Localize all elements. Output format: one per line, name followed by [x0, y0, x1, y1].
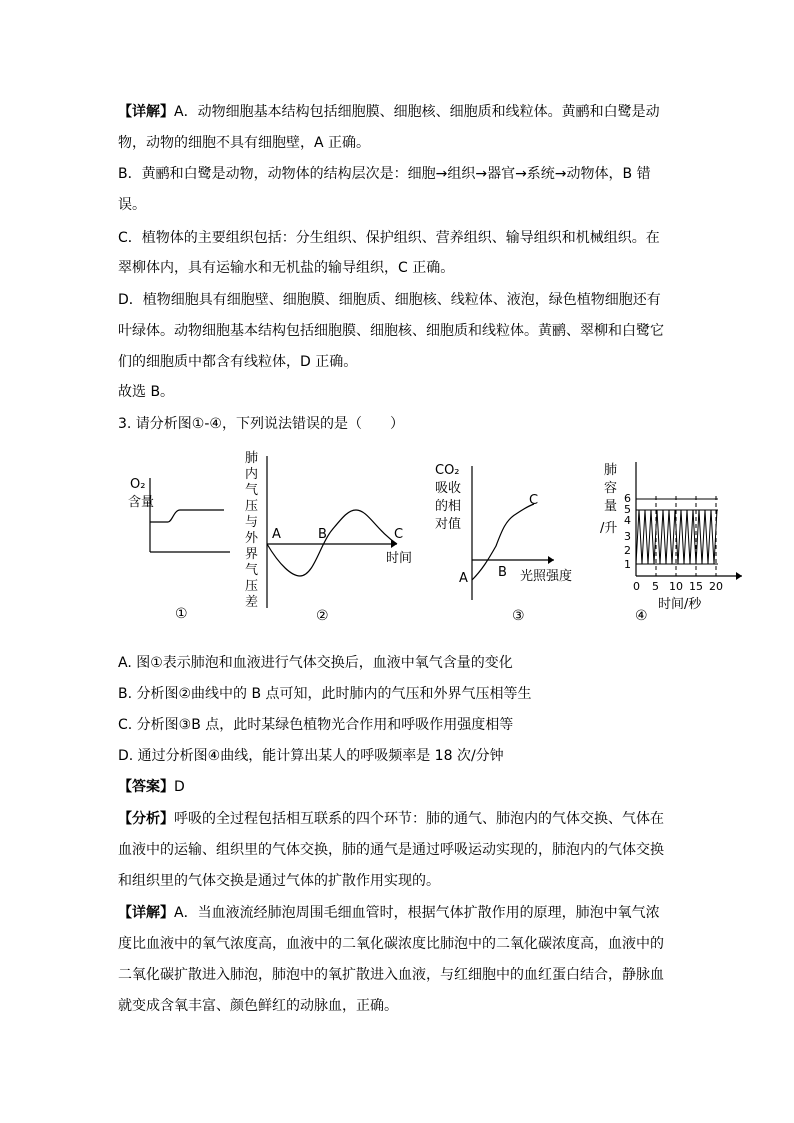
figure-2 — [242, 448, 422, 628]
detail-line-7: D．植物细胞具有细胞壁、细胞膜、细胞质、细胞核、线粒体、液泡，绿色植物细胞还有 — [118, 292, 661, 308]
analysis-line-2: 血液中的运输、组织里的气体交换，肺的通气是通过呼吸运动实现的，肺泡内的气体交换 — [118, 842, 664, 858]
svg-text:1: 1 — [624, 558, 631, 571]
fig1-ylabel-top: O₂ — [130, 477, 146, 492]
fig1-curve — [150, 510, 224, 522]
analysis-line-3: 和组织里的气体交换是通过气体的扩散作用实现的。 — [118, 873, 440, 889]
svg-text:CO₂: CO₂ — [435, 463, 460, 478]
svg-text:3: 3 — [624, 530, 631, 543]
answer-tag: 【答案】 — [118, 779, 174, 795]
figure-1 — [118, 470, 233, 630]
svg-text:对值: 对值 — [435, 517, 462, 532]
fig3-x-arrow — [548, 556, 554, 564]
fig4-yticks — [624, 492, 631, 571]
analysis-tag: 【分析】 — [118, 811, 174, 827]
fig2-curve — [267, 510, 397, 576]
fig3-point-a: A — [459, 571, 468, 586]
fig3-point-c: C — [529, 493, 539, 508]
fig4-x-arrow — [736, 572, 742, 580]
detail2-line-2: 度比血液中的氧气浓度高，血液中的二氧化碳浓度比肺泡中的二氧化碳浓度高，血液中的 — [118, 936, 664, 952]
detail-line-9: 们的细胞质中都含有线粒体，D 正确。 — [118, 354, 358, 370]
fig4-xlabel: 时间/秒 — [658, 597, 702, 612]
answer-line — [118, 777, 678, 797]
detail2-text: A．当血液流经肺泡周围毛细血管时，根据气体扩散作用的原理，肺泡中氧气浓 — [174, 905, 660, 921]
option-c: C. 分析图③B 点，此时某绿色植物光合作用和呼吸作用强度相等 — [118, 717, 514, 733]
fig3-point-b: B — [498, 565, 507, 580]
svg-text:容: 容 — [604, 481, 618, 496]
answer-value: D — [174, 779, 185, 795]
svg-text:肺: 肺 — [604, 463, 618, 478]
svg-text:2: 2 — [624, 544, 631, 557]
fig4-number: ④ — [635, 608, 648, 624]
detail2-tag: 【详解】 — [118, 905, 174, 921]
figure-4 — [598, 460, 746, 630]
detail-tag: 【详解】 — [118, 104, 174, 120]
svg-text:与: 与 — [245, 515, 259, 530]
svg-text:4: 4 — [624, 514, 631, 527]
svg-text:压: 压 — [245, 579, 259, 594]
svg-text:差: 差 — [245, 595, 259, 610]
detail-line-8: 叶绿体。动物细胞基本结构包括细胞膜、细胞核、细胞质和线粒体。黄鹂、翠柳和白鹭它 — [118, 323, 664, 339]
fig1-number: ① — [175, 606, 188, 622]
svg-text:界: 界 — [245, 547, 259, 562]
svg-text:0: 0 — [633, 580, 640, 593]
svg-text:内: 内 — [245, 467, 259, 482]
detail-line-1 — [118, 102, 678, 122]
fig2-number: ② — [316, 608, 329, 624]
svg-text:肺: 肺 — [245, 451, 259, 466]
svg-text:气: 气 — [245, 483, 259, 498]
fig2-point-b: B — [318, 527, 327, 542]
fig3-xlabel: 光照强度 — [520, 569, 573, 584]
option-b: B. 分析图②曲线中的 B 点可知，此时肺内的气压和外界气压相等生 — [118, 686, 532, 702]
figure-3 — [432, 460, 592, 630]
option-a: A. 图①表示肺泡和血液进行气体交换后，血液中氧气含量的变化 — [118, 655, 513, 671]
fig3-number: ③ — [512, 608, 525, 624]
detail-line-2: 物，动物的细胞不具有细胞壁，A 正确。 — [118, 135, 371, 151]
conclusion-line: 故选 B。 — [118, 384, 175, 400]
svg-text:气: 气 — [245, 563, 259, 578]
svg-text:量: 量 — [604, 499, 618, 514]
detail-line-4: 误。 — [118, 197, 146, 213]
detail-line-6: 翠柳体内，具有运输水和无机盐的输导组织，C 正确。 — [118, 260, 455, 276]
svg-text:5: 5 — [624, 503, 631, 516]
svg-text:吸收: 吸收 — [435, 481, 462, 496]
option-d: D. 通过分析图④曲线，能计算出某人的呼吸频率是 18 次/分钟 — [118, 748, 504, 764]
svg-text:的相: 的相 — [435, 499, 462, 514]
fig1-ylabel-bottom: 含量 — [128, 495, 155, 510]
svg-text:15: 15 — [689, 580, 703, 593]
svg-text:20: 20 — [709, 580, 723, 593]
analysis-line-1 — [118, 809, 678, 829]
detail2-line-4: 就变成含氧丰富、颜色鲜红的动脉血，正确。 — [118, 998, 398, 1014]
detail-line-3: B．黄鹂和白鹭是动物，动物体的结构层次是：细胞→组织→器官→系统→动物体，B 错 — [118, 166, 651, 182]
detail2-line-3: 二氧化碳扩散进入肺泡，肺泡中的氧扩散进入血液，与红细胞中的血红蛋白结合，静脉血 — [118, 967, 664, 983]
analysis-text: 呼吸的全过程包括相互联系的四个环节：肺的通气、肺泡内的气体交换、气体在 — [174, 811, 664, 827]
question-stem: 3. 请分析图①-④，下列说法错误的是（ ） — [118, 416, 404, 432]
fig2-ylabel — [245, 450, 259, 610]
fig2-point-a: A — [272, 527, 281, 542]
svg-text:压: 压 — [245, 499, 259, 514]
fig2-point-c: C — [394, 527, 404, 542]
fig3-ylabel — [435, 463, 461, 532]
detail-text: A．动物细胞基本结构包括细胞膜、细胞核、细胞质和线粒体。黄鹂和白鹭是动 — [174, 104, 660, 120]
fig4-ylabel — [600, 462, 617, 536]
svg-text:外: 外 — [245, 531, 259, 546]
svg-text:/升: /升 — [600, 521, 618, 536]
svg-text:6: 6 — [624, 492, 631, 505]
detail2-line-1 — [118, 903, 678, 923]
detail-line-5: C．植物体的主要组织包括：分生组织、保护组织、营养组织、输导组织和机械组织。在 — [118, 230, 660, 246]
fig2-xlabel: 时间 — [386, 551, 413, 566]
svg-text:10: 10 — [669, 580, 683, 593]
svg-text:5: 5 — [652, 580, 659, 593]
fig4-xticks — [633, 580, 723, 593]
